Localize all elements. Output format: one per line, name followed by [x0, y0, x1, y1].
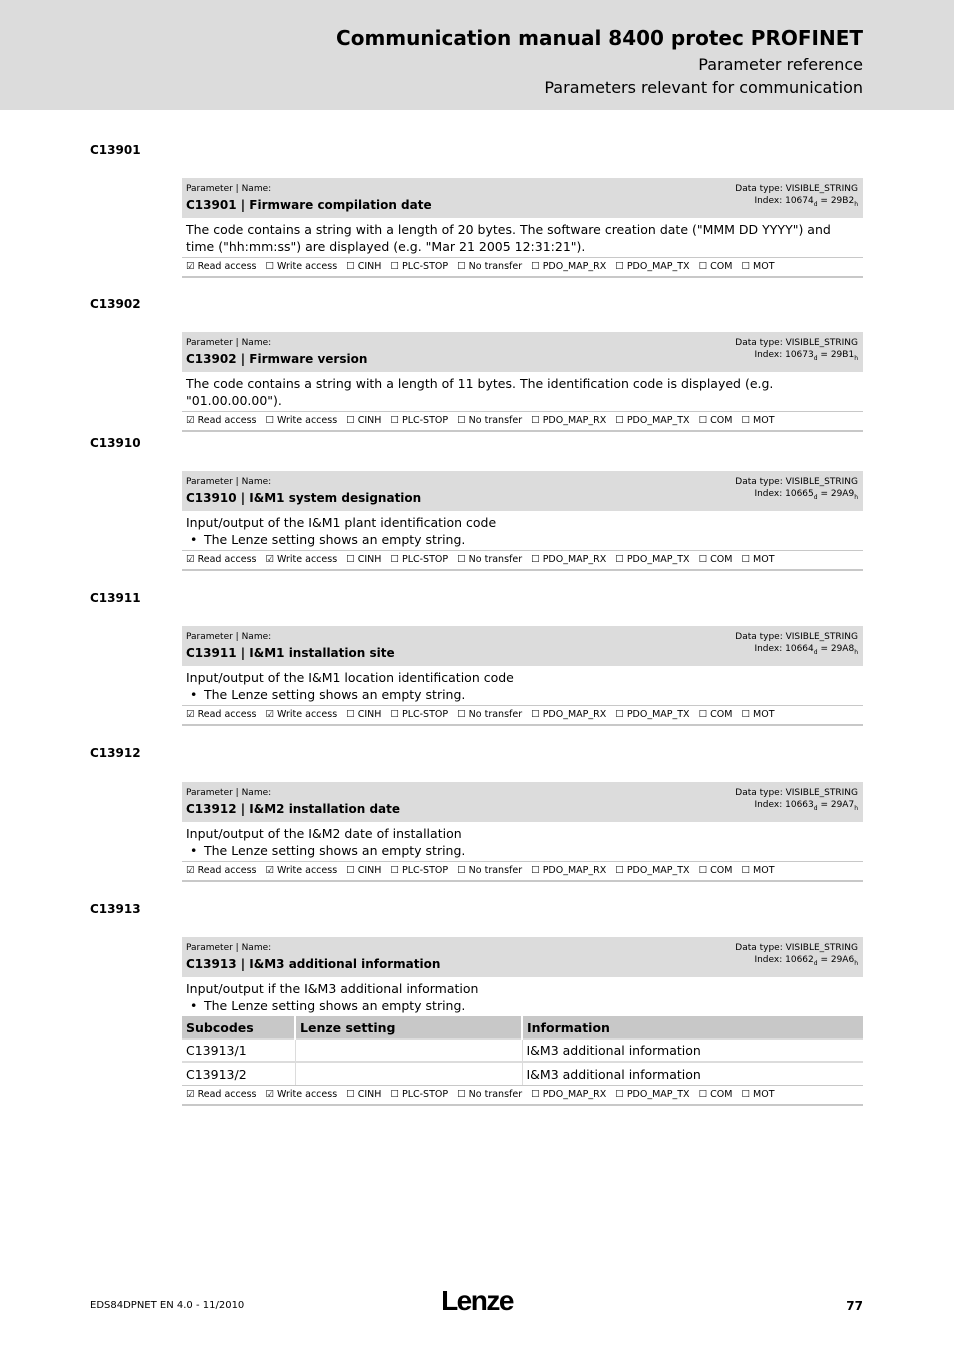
- access-flag: [186, 554, 256, 565]
- access-flag: [699, 1089, 733, 1100]
- unchecked-box-icon: ☐: [615, 709, 624, 720]
- unchecked-box-icon: ☐: [615, 1089, 624, 1100]
- unchecked-box-icon: ☐: [698, 415, 708, 426]
- access-flag: [741, 554, 774, 565]
- data-type: Data type: VISIBLE_STRING: [735, 788, 858, 798]
- parameter-header: [182, 332, 863, 372]
- access-flag: [186, 709, 256, 720]
- unchecked-box-icon: ☐: [698, 709, 708, 720]
- access-flag-label: Write access: [277, 865, 338, 876]
- unchecked-box-icon: ☐: [457, 415, 466, 426]
- access-flag-label: PDO_MAP_TX: [626, 554, 690, 565]
- unchecked-box-icon: ☐: [615, 415, 624, 426]
- access-flag-label: Read access: [197, 865, 257, 876]
- access-flag: [390, 415, 448, 426]
- access-flag: [346, 261, 381, 272]
- bullet-item: • The Lenze setting shows an empty string.: [186, 531, 859, 548]
- unchecked-box-icon: ☐: [698, 865, 708, 876]
- parameter-description: [182, 822, 863, 861]
- table-cell: [295, 1062, 522, 1085]
- access-flag: [186, 865, 256, 876]
- table-row: [182, 1039, 863, 1062]
- unchecked-box-icon: ☐: [346, 415, 355, 426]
- access-flag-label: CINH: [357, 554, 382, 565]
- access-flag-label: MOT: [753, 865, 775, 876]
- access-flag: [457, 865, 522, 876]
- subcodes-table: [182, 1016, 863, 1085]
- access-flag: [265, 865, 337, 876]
- parameter-label: Parameter | Name:: [186, 632, 272, 642]
- table-cell: I&M3 additional information: [522, 1062, 863, 1085]
- checked-box-icon: ☑: [265, 709, 274, 720]
- access-flag-label: MOT: [753, 1089, 775, 1100]
- unchecked-box-icon: ☐: [741, 415, 750, 426]
- access-flags: [182, 1085, 863, 1106]
- unchecked-box-icon: ☐: [698, 554, 708, 565]
- parameter-description: [182, 511, 863, 550]
- parameter-description: [182, 372, 863, 411]
- access-flag: [699, 415, 733, 426]
- access-flag-label: No transfer: [468, 261, 523, 272]
- access-flag: [457, 261, 522, 272]
- table-cell: C13913/1: [182, 1039, 295, 1062]
- parameter-block: [182, 178, 863, 278]
- column-header: Lenze setting: [295, 1016, 522, 1039]
- unchecked-box-icon: ☐: [741, 1089, 750, 1100]
- access-flag-label: No transfer: [468, 865, 523, 876]
- access-flag-label: PLC-STOP: [401, 261, 449, 272]
- table-header-row: [182, 1016, 863, 1039]
- access-flag-label: CINH: [357, 865, 382, 876]
- access-flag-label: MOT: [753, 554, 775, 565]
- parameter-header: [182, 782, 863, 822]
- parameter-header: [182, 471, 863, 511]
- unchecked-box-icon: ☐: [531, 1089, 540, 1100]
- access-flag-label: Write access: [277, 1089, 338, 1100]
- access-flag-label: PDO_MAP_RX: [542, 865, 607, 876]
- access-flag: [457, 415, 522, 426]
- parameter-index: Index: $10674_d = 29B2_h$: [754, 196, 858, 208]
- unchecked-box-icon: ☐: [457, 865, 466, 876]
- parameter-block: [182, 782, 863, 882]
- unchecked-box-icon: ☐: [346, 554, 355, 565]
- unchecked-box-icon: ☐: [698, 1089, 708, 1100]
- manual-title: Communication manual 8400 protec PROFINET: [336, 26, 863, 50]
- parameter-description: [182, 977, 863, 1016]
- access-flag-label: PDO_MAP_TX: [626, 261, 690, 272]
- description-text: Input/output of the I&M1 location identification code: [186, 670, 514, 685]
- parameter-index: Index: $10665_d = 29A9_h$: [754, 489, 858, 501]
- data-type: Data type: VISIBLE_STRING: [735, 477, 858, 487]
- parameter-name: C13910 | I&M1 system designation: [186, 491, 422, 505]
- access-flag-label: Read access: [197, 709, 257, 720]
- parameter-block: [182, 626, 863, 726]
- access-flag: [265, 554, 337, 565]
- access-flags: [182, 257, 863, 278]
- unchecked-box-icon: ☐: [698, 261, 708, 272]
- access-flag-label: PDO_MAP_RX: [542, 1089, 607, 1100]
- checked-box-icon: ☑: [186, 554, 195, 565]
- access-flag: [699, 709, 733, 720]
- unchecked-box-icon: ☐: [615, 554, 624, 565]
- access-flag-label: COM: [710, 415, 733, 426]
- access-flag: [741, 1089, 774, 1100]
- access-flag-label: PLC-STOP: [401, 1089, 449, 1100]
- parameter-index: Index: $10662_d = 29A6_h$: [754, 955, 858, 967]
- document-id: EDS84DPNET EN 4.0 - 11/2010: [90, 1300, 245, 1311]
- unchecked-box-icon: ☐: [265, 261, 274, 272]
- access-flag-label: PLC-STOP: [401, 865, 449, 876]
- access-flag-label: COM: [710, 1089, 733, 1100]
- unchecked-box-icon: ☐: [741, 554, 750, 565]
- access-flag-label: No transfer: [468, 1089, 523, 1100]
- checked-box-icon: ☑: [186, 415, 195, 426]
- unchecked-box-icon: ☐: [457, 554, 466, 565]
- checked-box-icon: ☑: [186, 709, 195, 720]
- checked-box-icon: ☑: [265, 554, 274, 565]
- section-code: C13901: [90, 143, 141, 157]
- lenze-logo: [437, 1284, 517, 1316]
- parameter-block: [182, 937, 863, 1106]
- access-flag-label: CINH: [357, 415, 382, 426]
- parameter-header: [182, 937, 863, 977]
- data-type: Data type: VISIBLE_STRING: [735, 338, 858, 348]
- unchecked-box-icon: ☐: [390, 261, 399, 272]
- access-flag: [531, 261, 606, 272]
- access-flag: [390, 261, 448, 272]
- access-flag-label: Read access: [197, 554, 257, 565]
- access-flag: [741, 261, 774, 272]
- access-flag-label: PDO_MAP_TX: [626, 415, 690, 426]
- access-flags: [182, 705, 863, 726]
- access-flag: [186, 261, 256, 272]
- access-flag: [265, 415, 337, 426]
- unchecked-box-icon: ☐: [346, 709, 355, 720]
- parameter-index: Index: $10663_d = 29A7_h$: [754, 800, 858, 812]
- access-flag-label: PDO_MAP_RX: [542, 415, 607, 426]
- unchecked-box-icon: ☐: [346, 1089, 355, 1100]
- unchecked-box-icon: ☐: [531, 554, 540, 565]
- access-flag: [346, 1089, 381, 1100]
- access-flag: [346, 415, 381, 426]
- unchecked-box-icon: ☐: [531, 415, 540, 426]
- parameter-label: Parameter | Name:: [186, 338, 272, 348]
- parameter-label: Parameter | Name:: [186, 943, 272, 953]
- access-flag: [265, 709, 337, 720]
- checked-box-icon: ☑: [186, 865, 195, 876]
- unchecked-box-icon: ☐: [457, 261, 466, 272]
- access-flag: [531, 865, 606, 876]
- unchecked-box-icon: ☐: [390, 1089, 399, 1100]
- page-header: [0, 0, 954, 110]
- access-flag-label: MOT: [753, 709, 775, 720]
- unchecked-box-icon: ☐: [390, 415, 399, 426]
- parameter-label: Parameter | Name:: [186, 788, 272, 798]
- access-flag-label: No transfer: [468, 554, 523, 565]
- checked-box-icon: ☑: [265, 865, 274, 876]
- access-flag: [186, 1089, 256, 1100]
- access-flag-label: PDO_MAP_TX: [626, 709, 690, 720]
- description-text: Input/output of the I&M2 date of installation: [186, 826, 462, 841]
- access-flag: [346, 554, 381, 565]
- access-flag: [699, 554, 733, 565]
- parameter-name: C13911 | I&M1 installation site: [186, 646, 395, 660]
- checked-box-icon: ☑: [265, 1089, 274, 1100]
- description-text: Input/output of the I&M1 plant identification code: [186, 515, 497, 530]
- access-flag: [531, 415, 606, 426]
- access-flag-label: CINH: [357, 261, 382, 272]
- unchecked-box-icon: ☐: [265, 415, 274, 426]
- access-flags: [182, 550, 863, 571]
- access-flag-label: COM: [710, 261, 733, 272]
- table-cell: C13913/2: [182, 1062, 295, 1085]
- access-flag-label: Read access: [197, 1089, 257, 1100]
- access-flag: [346, 865, 381, 876]
- table-cell: I&M3 additional information: [522, 1039, 863, 1062]
- access-flag: [615, 1089, 689, 1100]
- logo-text: Lenze: [441, 1285, 513, 1316]
- unchecked-box-icon: ☐: [741, 709, 750, 720]
- unchecked-box-icon: ☐: [346, 865, 355, 876]
- parameter-name: C13912 | I&M2 installation date: [186, 802, 401, 816]
- access-flag-label: Write access: [277, 415, 338, 426]
- access-flag: [457, 1089, 522, 1100]
- access-flag-label: MOT: [753, 261, 775, 272]
- access-flags: [182, 861, 863, 882]
- access-flag: [531, 1089, 606, 1100]
- parameter-description: [182, 666, 863, 705]
- access-flag: [531, 709, 606, 720]
- data-type: Data type: VISIBLE_STRING: [735, 632, 858, 642]
- parameter-label: Parameter | Name:: [186, 184, 272, 194]
- access-flag: [741, 415, 774, 426]
- access-flag: [615, 709, 689, 720]
- access-flag: [615, 261, 689, 272]
- access-flag: [265, 1089, 337, 1100]
- access-flag: [531, 554, 606, 565]
- parameter-block: [182, 332, 863, 432]
- unchecked-box-icon: ☐: [615, 261, 624, 272]
- access-flag-label: PLC-STOP: [401, 709, 449, 720]
- access-flag: [390, 709, 448, 720]
- access-flag: [741, 865, 774, 876]
- access-flags: [182, 411, 863, 432]
- section-code: C13911: [90, 591, 141, 605]
- unchecked-box-icon: ☐: [615, 865, 624, 876]
- parameter-header: [182, 178, 863, 218]
- parameter-description: [182, 218, 863, 257]
- access-flag-label: PLC-STOP: [401, 554, 449, 565]
- access-flag: [390, 554, 448, 565]
- unchecked-box-icon: ☐: [346, 261, 355, 272]
- section-code: C13902: [90, 297, 141, 311]
- parameter-name: C13902 | Firmware version: [186, 352, 368, 366]
- parameter-header: [182, 626, 863, 666]
- access-flag-label: COM: [710, 554, 733, 565]
- access-flag: [265, 261, 337, 272]
- access-flag-label: PDO_MAP_TX: [626, 1089, 690, 1100]
- unchecked-box-icon: ☐: [390, 554, 399, 565]
- description-text: The code contains a string with a length of 11 bytes. The identification code is displayed (e.g. "01.00.00.00").: [186, 376, 774, 408]
- data-type: Data type: VISIBLE_STRING: [735, 184, 858, 194]
- checked-box-icon: ☑: [186, 1089, 195, 1100]
- page-number: 77: [846, 1299, 863, 1313]
- parameter-index: Index: $10664_d = 29A8_h$: [754, 644, 858, 656]
- parameter-label: Parameter | Name:: [186, 477, 272, 487]
- unchecked-box-icon: ☐: [741, 261, 750, 272]
- access-flag-label: Write access: [277, 261, 338, 272]
- access-flag: [390, 1089, 448, 1100]
- table-row: [182, 1062, 863, 1085]
- access-flag-label: Read access: [197, 261, 257, 272]
- access-flag: [699, 865, 733, 876]
- access-flag: [346, 709, 381, 720]
- table-cell: [295, 1039, 522, 1062]
- access-flag-label: MOT: [753, 415, 775, 426]
- description-text: The code contains a string with a length of 20 bytes. The software creation date ("MMM DD YYYY") and time ("hh:mm:ss") are displayed (e.g. "Mar 21 2005 12:31:21").: [186, 222, 831, 254]
- access-flag: [186, 415, 256, 426]
- unchecked-box-icon: ☐: [531, 709, 540, 720]
- access-flag: [699, 261, 733, 272]
- access-flag: [390, 865, 448, 876]
- section-code: C13910: [90, 436, 141, 450]
- access-flag-label: PDO_MAP_RX: [542, 709, 607, 720]
- description-text: Input/output if the I&M3 additional information: [186, 981, 479, 996]
- access-flag-label: PDO_MAP_RX: [542, 554, 607, 565]
- access-flag: [457, 709, 522, 720]
- column-header: Information: [522, 1016, 863, 1039]
- access-flag-label: CINH: [357, 1089, 382, 1100]
- access-flag-label: No transfer: [468, 709, 523, 720]
- data-type: Data type: VISIBLE_STRING: [735, 943, 858, 953]
- section-code: C13913: [90, 902, 141, 916]
- unchecked-box-icon: ☐: [457, 709, 466, 720]
- bullet-item: • The Lenze setting shows an empty string.: [186, 842, 859, 859]
- access-flag-label: PDO_MAP_RX: [542, 261, 607, 272]
- access-flag: [741, 709, 774, 720]
- access-flag-label: No transfer: [468, 415, 523, 426]
- section-title: Parameters relevant for communication: [544, 78, 863, 97]
- parameter-name: C13913 | I&M3 additional information: [186, 957, 441, 971]
- section-code: C13912: [90, 746, 141, 760]
- access-flag-label: COM: [710, 865, 733, 876]
- unchecked-box-icon: ☐: [457, 1089, 466, 1100]
- column-header: Subcodes: [182, 1016, 295, 1039]
- access-flag-label: Write access: [277, 554, 338, 565]
- access-flag: [615, 554, 689, 565]
- access-flag-label: Read access: [197, 415, 257, 426]
- access-flag-label: Write access: [277, 709, 338, 720]
- access-flag-label: COM: [710, 709, 733, 720]
- access-flag-label: CINH: [357, 709, 382, 720]
- bullet-item: • The Lenze setting shows an empty string.: [186, 997, 859, 1014]
- unchecked-box-icon: ☐: [390, 709, 399, 720]
- parameter-name: C13901 | Firmware compilation date: [186, 198, 432, 212]
- checked-box-icon: ☑: [186, 261, 195, 272]
- access-flag: [615, 415, 689, 426]
- parameter-block: [182, 471, 863, 571]
- access-flag-label: PDO_MAP_TX: [626, 865, 690, 876]
- unchecked-box-icon: ☐: [531, 261, 540, 272]
- bullet-item: • The Lenze setting shows an empty string.: [186, 686, 859, 703]
- unchecked-box-icon: ☐: [741, 865, 750, 876]
- chapter-title: Parameter reference: [698, 55, 863, 74]
- access-flag: [457, 554, 522, 565]
- parameter-index: Index: $10673_d = 29B1_h$: [754, 350, 858, 362]
- access-flag: [615, 865, 689, 876]
- unchecked-box-icon: ☐: [390, 865, 399, 876]
- unchecked-box-icon: ☐: [531, 865, 540, 876]
- access-flag-label: PLC-STOP: [401, 415, 449, 426]
